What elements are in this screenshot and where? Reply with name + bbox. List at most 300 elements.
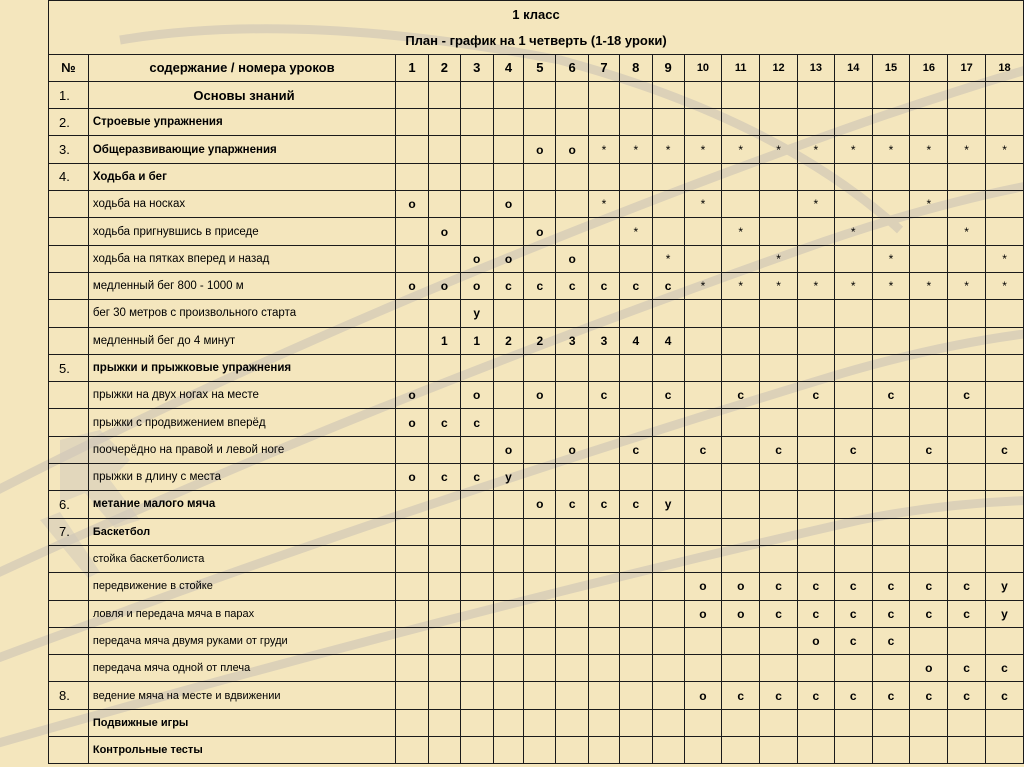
lesson-mark: с [872, 600, 910, 627]
lesson-mark [760, 354, 798, 381]
lesson-mark [556, 409, 589, 436]
lesson-mark: с [556, 272, 589, 299]
lesson-mark [589, 682, 620, 709]
lesson-mark [722, 545, 760, 572]
lesson-mark [428, 163, 460, 190]
lesson-mark: у [460, 300, 493, 327]
lesson-mark [760, 327, 798, 354]
lesson-mark [428, 245, 460, 272]
lesson-mark [460, 655, 493, 682]
row-label: бег 30 метров с произвольного старта [88, 300, 395, 327]
lesson-mark: с [493, 272, 524, 299]
table-row [49, 600, 1024, 627]
lesson-mark [589, 109, 620, 136]
lesson-mark [428, 491, 460, 518]
lesson-mark: о [556, 436, 589, 463]
lesson-mark: с [652, 272, 684, 299]
lesson-mark [684, 709, 722, 736]
lesson-mark [589, 218, 620, 245]
lesson-mark [760, 191, 798, 218]
lesson-mark [834, 655, 872, 682]
lesson-mark [986, 709, 1024, 736]
header-lesson-14: 14 [834, 54, 872, 81]
lesson-mark [986, 354, 1024, 381]
table-row [49, 655, 1024, 682]
lesson-mark [556, 382, 589, 409]
lesson-mark: 1 [460, 327, 493, 354]
lesson-mark [948, 627, 986, 654]
lesson-mark [460, 600, 493, 627]
lesson-mark [797, 655, 834, 682]
row-label: прыжки на двух ногах на месте [88, 382, 395, 409]
lesson-mark: о [493, 245, 524, 272]
lesson-mark [760, 491, 798, 518]
lesson-mark [722, 327, 760, 354]
row-label: стойка баскетболиста [88, 545, 395, 572]
table-row [49, 573, 1024, 600]
table-row [49, 627, 1024, 654]
lesson-mark: * [760, 245, 798, 272]
lesson-mark: с [834, 682, 872, 709]
lesson-mark [797, 300, 834, 327]
row-number: 8. [49, 682, 89, 709]
lesson-mark [760, 81, 798, 108]
lesson-mark: * [948, 136, 986, 163]
lesson-mark [760, 409, 798, 436]
row-number [49, 300, 89, 327]
lesson-mark [948, 436, 986, 463]
lesson-mark [589, 300, 620, 327]
lesson-mark [652, 109, 684, 136]
header-lesson-1: 1 [396, 54, 429, 81]
lesson-mark [619, 709, 652, 736]
lesson-mark [556, 573, 589, 600]
lesson-mark [948, 81, 986, 108]
lesson-mark [428, 81, 460, 108]
lesson-mark: о [556, 245, 589, 272]
lesson-mark [493, 627, 524, 654]
header-lesson-11: 11 [722, 54, 760, 81]
lesson-mark [428, 436, 460, 463]
row-label: медленный бег 800 - 1000 м [88, 272, 395, 299]
lesson-mark: * [684, 191, 722, 218]
table-row [49, 737, 1024, 764]
lesson-mark: с [460, 464, 493, 491]
table-row [49, 382, 1024, 409]
lesson-mark [524, 737, 556, 764]
lesson-mark [524, 573, 556, 600]
lesson-mark [722, 737, 760, 764]
table-row [49, 436, 1024, 463]
document-subtitle: План - график на 1 четверть (1-18 уроки) [49, 27, 1024, 54]
lesson-mark [460, 545, 493, 572]
lesson-mark [493, 109, 524, 136]
lesson-mark [428, 382, 460, 409]
lesson-mark [428, 627, 460, 654]
table-row [49, 464, 1024, 491]
header-lesson-9: 9 [652, 54, 684, 81]
lesson-mark: * [619, 136, 652, 163]
table-row [49, 272, 1024, 299]
lesson-mark [986, 218, 1024, 245]
header-lesson-12: 12 [760, 54, 798, 81]
header-lesson-13: 13 [797, 54, 834, 81]
lesson-mark: с [948, 600, 986, 627]
lesson-mark [652, 300, 684, 327]
lesson-mark: с [760, 682, 798, 709]
lesson-mark [910, 327, 948, 354]
lesson-mark: у [986, 600, 1024, 627]
lesson-mark [396, 81, 429, 108]
lesson-mark [493, 518, 524, 545]
lesson-mark [619, 109, 652, 136]
document-title: 1 класс [49, 1, 1024, 28]
lesson-mark [556, 655, 589, 682]
lesson-mark: 2 [493, 327, 524, 354]
lesson-mark [493, 573, 524, 600]
lesson-mark: * [760, 272, 798, 299]
lesson-mark: * [948, 272, 986, 299]
lesson-mark [834, 382, 872, 409]
lesson-mark [834, 737, 872, 764]
lesson-mark [722, 709, 760, 736]
lesson-mark [652, 518, 684, 545]
header-lesson-3: 3 [460, 54, 493, 81]
row-number [49, 573, 89, 600]
lesson-mark [986, 163, 1024, 190]
lesson-mark [460, 737, 493, 764]
lesson-mark [948, 245, 986, 272]
lesson-mark [722, 109, 760, 136]
lesson-mark [556, 709, 589, 736]
lesson-mark [760, 737, 798, 764]
lesson-mark: о [524, 136, 556, 163]
lesson-mark [652, 464, 684, 491]
lesson-mark: у [652, 491, 684, 518]
lesson-mark [589, 655, 620, 682]
lesson-mark [589, 518, 620, 545]
lesson-mark [589, 627, 620, 654]
lesson-mark [948, 518, 986, 545]
lesson-mark: о [396, 464, 429, 491]
lesson-mark [760, 109, 798, 136]
lesson-mark: * [589, 191, 620, 218]
lesson-mark [986, 737, 1024, 764]
lesson-mark [524, 545, 556, 572]
lesson-mark [872, 109, 910, 136]
lesson-mark [797, 163, 834, 190]
row-number [49, 545, 89, 572]
lesson-mark [834, 464, 872, 491]
lesson-mark [910, 709, 948, 736]
lesson-mark [834, 109, 872, 136]
lesson-mark [684, 627, 722, 654]
lesson-mark [872, 545, 910, 572]
lesson-mark [619, 573, 652, 600]
lesson-mark [589, 245, 620, 272]
lesson-mark [986, 518, 1024, 545]
subtitle-row [49, 27, 1024, 54]
lesson-mark [396, 327, 429, 354]
lesson-mark [493, 300, 524, 327]
lesson-mark [460, 491, 493, 518]
lesson-mark [684, 163, 722, 190]
lesson-mark [986, 464, 1024, 491]
row-number [49, 272, 89, 299]
lesson-mark [948, 737, 986, 764]
lesson-mark [797, 464, 834, 491]
lesson-mark [684, 545, 722, 572]
lesson-mark [760, 300, 798, 327]
lesson-mark [834, 245, 872, 272]
row-label: поочерёдно на правой и левой ноге [88, 436, 395, 463]
lesson-mark [986, 627, 1024, 654]
lesson-mark [589, 163, 620, 190]
lesson-mark: о [684, 573, 722, 600]
lesson-mark [652, 709, 684, 736]
lesson-mark [797, 409, 834, 436]
header-lesson-10: 10 [684, 54, 722, 81]
lesson-mark [524, 682, 556, 709]
row-label: прыжки с продвижением вперёд [88, 409, 395, 436]
lesson-mark [986, 191, 1024, 218]
lesson-mark: * [910, 191, 948, 218]
table-row [49, 545, 1024, 572]
lesson-mark [652, 81, 684, 108]
lesson-mark [652, 573, 684, 600]
row-number [49, 409, 89, 436]
lesson-mark: с [619, 491, 652, 518]
row-number [49, 382, 89, 409]
lesson-mark [619, 409, 652, 436]
lesson-mark [524, 600, 556, 627]
table-row [49, 354, 1024, 381]
lesson-mark [524, 191, 556, 218]
lesson-mark: с [948, 682, 986, 709]
row-number [49, 600, 89, 627]
lesson-mark: 3 [556, 327, 589, 354]
lesson-mark [684, 81, 722, 108]
row-label: ведение мяча на месте и вдвижении [88, 682, 395, 709]
lesson-mark: о [910, 655, 948, 682]
lesson-mark [834, 191, 872, 218]
lesson-mark [493, 682, 524, 709]
lesson-mark: с [986, 655, 1024, 682]
lesson-mark: о [524, 491, 556, 518]
lesson-mark [872, 327, 910, 354]
lesson-mark [910, 518, 948, 545]
lesson-mark [396, 491, 429, 518]
lesson-mark: * [722, 272, 760, 299]
lesson-mark: с [428, 464, 460, 491]
lesson-mark [722, 627, 760, 654]
lesson-mark [428, 191, 460, 218]
lesson-mark: с [589, 382, 620, 409]
lesson-mark [460, 709, 493, 736]
lesson-mark [428, 737, 460, 764]
lesson-mark [652, 600, 684, 627]
lesson-mark: * [652, 245, 684, 272]
lesson-mark [396, 354, 429, 381]
lesson-mark: о [396, 382, 429, 409]
row-label: прыжки и прыжковые упражнения [88, 354, 395, 381]
lesson-mark [797, 737, 834, 764]
lesson-mark [556, 737, 589, 764]
lesson-mark: у [493, 464, 524, 491]
lesson-mark [722, 655, 760, 682]
lesson-mark: с [797, 600, 834, 627]
row-number [49, 436, 89, 463]
lesson-mark [986, 81, 1024, 108]
lesson-mark [797, 354, 834, 381]
lesson-mark [619, 354, 652, 381]
lesson-mark [589, 573, 620, 600]
lesson-mark: * [652, 136, 684, 163]
lesson-mark: о [524, 382, 556, 409]
lesson-mark: у [986, 573, 1024, 600]
row-number [49, 464, 89, 491]
lesson-mark [619, 518, 652, 545]
lesson-mark [460, 627, 493, 654]
lesson-mark [493, 545, 524, 572]
lesson-mark: с [556, 491, 589, 518]
lesson-mark: * [722, 136, 760, 163]
table-row [49, 518, 1024, 545]
lesson-mark [910, 545, 948, 572]
lesson-mark [460, 682, 493, 709]
lesson-mark [797, 518, 834, 545]
lesson-mark [722, 518, 760, 545]
lesson-mark [834, 518, 872, 545]
lesson-mark [556, 191, 589, 218]
lesson-mark: о [524, 218, 556, 245]
lesson-mark [910, 163, 948, 190]
lesson-mark [619, 163, 652, 190]
row-number [49, 737, 89, 764]
lesson-mark [556, 81, 589, 108]
lesson-mark [396, 518, 429, 545]
lesson-mark: с [986, 682, 1024, 709]
lesson-mark [722, 436, 760, 463]
lesson-mark [986, 409, 1024, 436]
lesson-mark: * [910, 136, 948, 163]
lesson-mark: о [493, 191, 524, 218]
lesson-mark: с [589, 491, 620, 518]
row-label: передача мяча одной от плеча [88, 655, 395, 682]
lesson-mark [872, 491, 910, 518]
table-row [49, 709, 1024, 736]
lesson-mark [556, 545, 589, 572]
lesson-mark [460, 354, 493, 381]
lesson-mark [872, 737, 910, 764]
lesson-mark: с [872, 382, 910, 409]
lesson-mark [589, 81, 620, 108]
row-number [49, 655, 89, 682]
lesson-mark [834, 709, 872, 736]
lesson-mark: 1 [428, 327, 460, 354]
lesson-mark [797, 327, 834, 354]
row-label: ходьба на носках [88, 191, 395, 218]
lesson-mark: с [910, 436, 948, 463]
lesson-mark [619, 600, 652, 627]
row-label: передвижение в стойке [88, 573, 395, 600]
lesson-mark [986, 545, 1024, 572]
lesson-mark [986, 382, 1024, 409]
lesson-mark: 4 [619, 327, 652, 354]
row-label: передача мяча двумя руками от груди [88, 627, 395, 654]
lesson-mark [834, 81, 872, 108]
lesson-mark [524, 627, 556, 654]
table-row [49, 491, 1024, 518]
lesson-mark: * [760, 136, 798, 163]
lesson-mark [684, 354, 722, 381]
lesson-mark [722, 245, 760, 272]
lesson-mark: * [834, 218, 872, 245]
lesson-mark [722, 354, 760, 381]
lesson-mark [684, 218, 722, 245]
lesson-mark [619, 382, 652, 409]
lesson-mark [872, 81, 910, 108]
lesson-mark [872, 409, 910, 436]
lesson-mark [619, 737, 652, 764]
lesson-mark: с [834, 600, 872, 627]
lesson-mark [396, 136, 429, 163]
lesson-mark [797, 218, 834, 245]
lesson-mark: с [872, 573, 910, 600]
lesson-mark: о [396, 409, 429, 436]
lesson-mark [589, 409, 620, 436]
lesson-mark [493, 382, 524, 409]
lesson-mark [722, 300, 760, 327]
lesson-mark [872, 191, 910, 218]
lesson-mark: с [948, 573, 986, 600]
lesson-mark: * [872, 245, 910, 272]
lesson-mark: о [460, 245, 493, 272]
lesson-mark [589, 464, 620, 491]
lesson-mark: с [722, 682, 760, 709]
lesson-mark [910, 627, 948, 654]
row-label: Баскетбол [88, 518, 395, 545]
lesson-mark [910, 464, 948, 491]
lesson-mark [493, 491, 524, 518]
lesson-mark [556, 218, 589, 245]
lesson-mark [652, 682, 684, 709]
table-row [49, 300, 1024, 327]
lesson-mark [684, 300, 722, 327]
lesson-mark [524, 163, 556, 190]
lesson-mark [589, 709, 620, 736]
lesson-mark: с [619, 436, 652, 463]
lesson-mark [460, 136, 493, 163]
lesson-mark [684, 245, 722, 272]
lesson-mark: о [556, 136, 589, 163]
lesson-mark [948, 191, 986, 218]
lesson-mark [760, 655, 798, 682]
row-number: 4. [49, 163, 89, 190]
lesson-mark [556, 600, 589, 627]
lesson-mark [460, 218, 493, 245]
lesson-mark [684, 382, 722, 409]
lesson-mark: с [760, 436, 798, 463]
table-row [49, 245, 1024, 272]
lesson-mark: * [872, 272, 910, 299]
lesson-mark [797, 491, 834, 518]
lesson-mark: с [797, 682, 834, 709]
lesson-mark [872, 655, 910, 682]
lesson-mark [722, 491, 760, 518]
row-number [49, 327, 89, 354]
row-label: прыжки в длину с места [88, 464, 395, 491]
